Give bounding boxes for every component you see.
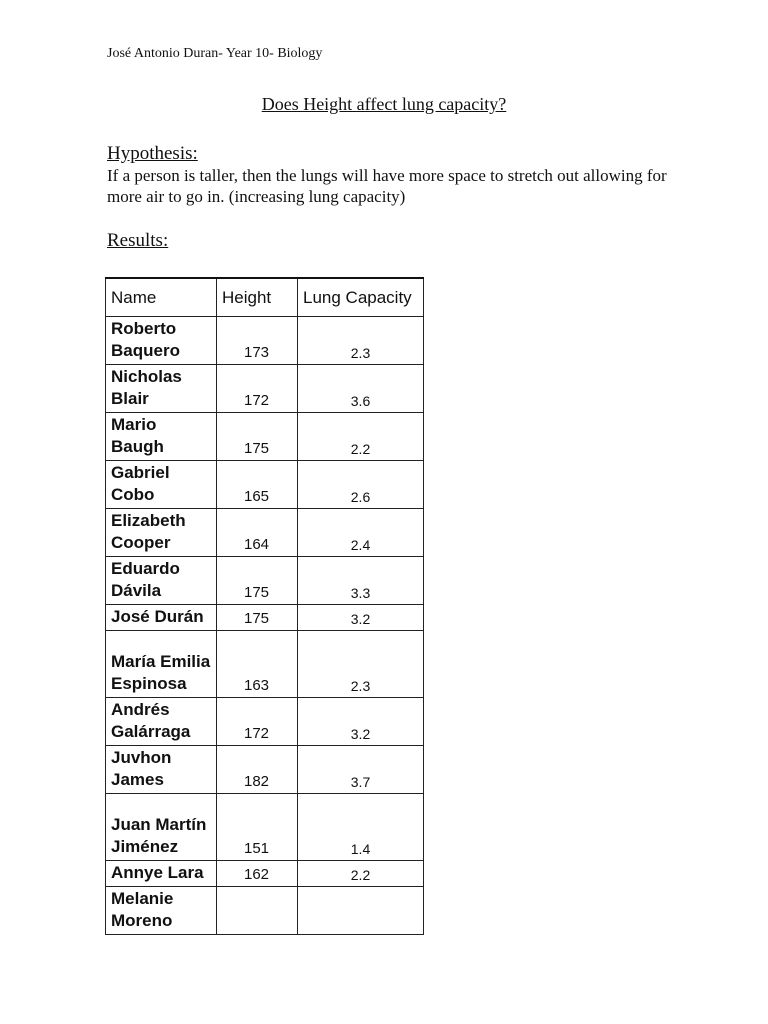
cell-lung-capacity: 3.3: [298, 557, 424, 605]
cell-height: 151: [217, 794, 298, 861]
cell-lung-capacity: 2.3: [298, 631, 424, 698]
table-row: [106, 317, 424, 365]
document-title: Does Height affect lung capacity?: [261, 94, 507, 114]
hypothesis-heading: Hypothesis:: [107, 143, 198, 164]
cell-height: 172: [217, 698, 298, 746]
cell-name: José Durán: [106, 605, 217, 631]
author-line: José Antonio Duran- Year 10- Biology: [107, 46, 323, 61]
cell-height: 182: [217, 746, 298, 794]
cell-name: Annye Lara: [106, 861, 217, 887]
results-table: [105, 277, 424, 935]
cell-height: [217, 887, 298, 935]
cell-lung-capacity: 1.4: [298, 794, 424, 861]
cell-name: Eduardo Dávila: [106, 557, 217, 605]
table-row: [106, 861, 424, 887]
results-heading: Results:: [107, 230, 169, 251]
cell-name: María Emilia Espinosa: [106, 631, 217, 698]
table-row: [106, 887, 424, 935]
table-row: [106, 365, 424, 413]
cell-name: Juvhon James: [106, 746, 217, 794]
cell-lung-capacity: [298, 887, 424, 935]
table-row: [106, 557, 424, 605]
cell-lung-capacity: 3.2: [298, 698, 424, 746]
cell-lung-capacity: 3.7: [298, 746, 424, 794]
cell-height: 175: [217, 605, 298, 631]
column-header-height: Height: [217, 278, 298, 317]
table-row: [106, 746, 424, 794]
cell-height: 162: [217, 861, 298, 887]
cell-lung-capacity: 3.6: [298, 365, 424, 413]
table-row: [106, 698, 424, 746]
cell-lung-capacity: 2.4: [298, 509, 424, 557]
column-header-lung-capacity: Lung Capacity: [298, 278, 424, 317]
cell-lung-capacity: 2.2: [298, 413, 424, 461]
cell-height: 172: [217, 365, 298, 413]
table-row: [106, 794, 424, 861]
cell-name: Roberto Baquero: [106, 317, 217, 365]
cell-height: 164: [217, 509, 298, 557]
table-header-row: [106, 278, 424, 317]
cell-name: Andrés Galárraga: [106, 698, 217, 746]
cell-height: 165: [217, 461, 298, 509]
cell-name: Elizabeth Cooper: [106, 509, 217, 557]
cell-name: Mario Baugh: [106, 413, 217, 461]
cell-lung-capacity: 2.2: [298, 861, 424, 887]
table-row: [106, 413, 424, 461]
table-row: [106, 509, 424, 557]
cell-height: 173: [217, 317, 298, 365]
cell-height: 175: [217, 557, 298, 605]
cell-height: 175: [217, 413, 298, 461]
table-row: [106, 461, 424, 509]
table-row: [106, 605, 424, 631]
cell-lung-capacity: 2.3: [298, 317, 424, 365]
hypothesis-text: If a person is taller, then the lungs will have more space to stretch out allowing for more air to go in. (increasing lung capacity): [107, 166, 667, 206]
cell-height: 163: [217, 631, 298, 698]
cell-name: Juan Martín Jiménez: [106, 794, 217, 861]
cell-name: Nicholas Blair: [106, 365, 217, 413]
cell-name: Gabriel Cobo: [106, 461, 217, 509]
column-header-name: Name: [106, 278, 217, 317]
table-row: [106, 631, 424, 698]
cell-lung-capacity: 2.6: [298, 461, 424, 509]
cell-lung-capacity: 3.2: [298, 605, 424, 631]
cell-name: Melanie Moreno: [106, 887, 217, 935]
